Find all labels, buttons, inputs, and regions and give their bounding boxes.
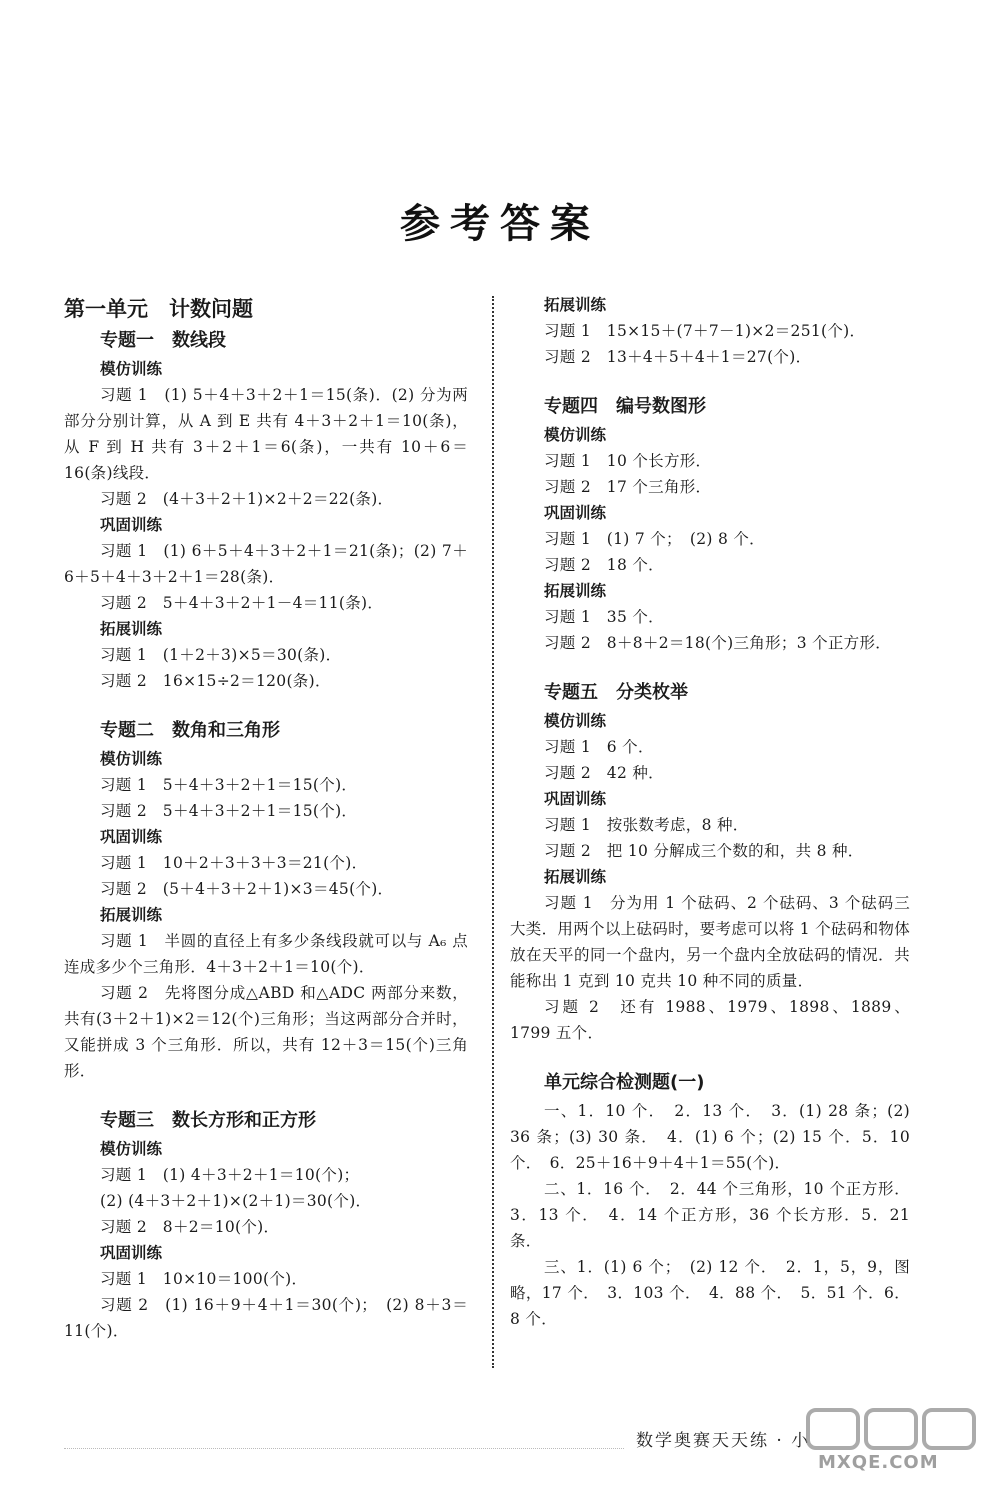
answer-paragraph: 习题 1 按张数考虑，8 种． <box>544 816 749 834</box>
topic-heading: 专题四 编号数图形 <box>544 396 706 417</box>
answer-paragraph: (2) (4＋3＋2＋1)×(2＋1)＝30(个)． <box>100 1192 372 1210</box>
answer-paragraph: 三、1．(1) 6 个； (2) 12 个． 2．1，5，9，图略，17 个． 3．103 个． 4．88 个． 5．51 个．6．8 个． <box>510 1258 910 1328</box>
right-column <box>510 292 910 1332</box>
answer-paragraph: 习题 1 (1＋2＋3)×5＝30(条)． <box>100 646 342 664</box>
section-label: 模仿训练 <box>544 426 607 444</box>
topic-heading: 专题一 数线段 <box>100 330 226 351</box>
answer-paragraph: 习题 1 5＋4＋3＋2＋1＝15(个)． <box>100 776 358 794</box>
answer-paragraph: 习题 2 5＋4＋3＋2＋1＝15(个)． <box>100 802 358 820</box>
answer-paragraph: 习题 2 16×15÷2＝120(条)． <box>100 672 331 690</box>
answer-paragraph: 习题 2 5＋4＋3＋2＋1－4＝11(条)． <box>100 594 384 612</box>
answer-paragraph: 习题 1 10 个长方形． <box>544 452 712 470</box>
section-label: 模仿训练 <box>100 1140 163 1158</box>
answer-paragraph: 习题 2 (5＋4＋3＋2＋1)×3＝45(个)． <box>100 880 394 898</box>
answer-paragraph: 习题 2 8＋2＝10(个)． <box>100 1218 280 1236</box>
unit-heading: 第一单元 计数问题 <box>64 297 253 321</box>
section-label: 巩固训练 <box>100 516 163 534</box>
section-label: 模仿训练 <box>100 750 163 768</box>
answer-paragraph: 习题 1 10＋2＋3＋3＋3＝21(个)． <box>100 854 368 872</box>
section-label: 拓展训练 <box>544 582 607 600</box>
section-label: 巩固训练 <box>100 828 163 846</box>
answer-paragraph: 习题 1 (1) 7 个； (2) 8 个． <box>544 530 765 548</box>
footer-book-title: 数学奥赛天天练 · 小 <box>636 1431 811 1451</box>
answer-paragraph: 一、1．10 个． 2．13 个． 3．(1) 28 条；(2) 36 条；(3) 30 条． 4．(1) 6 个；(2) 15 个．5．10 个． 6．25＋16＋9＋4＋1＝55(个)． <box>510 1102 910 1172</box>
left-column <box>64 292 468 1344</box>
answer-paragraph: 习题 1 (1) 6＋5＋4＋3＋2＋1＝21(条)；(2) 7＋6＋5＋4＋3＋2＋1＝28(条)． <box>64 542 468 586</box>
answer-paragraph: 习题 1 15×15＋(7＋7－1)×2＝251(个)． <box>544 322 866 340</box>
answer-paragraph: 习题 1 分为用 1 个砝码、2 个砝码、3 个砝码三大类．用两个以上砝码时，要考虑可以将 1 个砝码和物体放在天平的同一个盘内，另一个盘内全放砝码的情况．共能称出 1 克到 10 克共 10 种不同的质量． <box>510 894 910 990</box>
section-label: 巩固训练 <box>544 790 607 808</box>
answer-paragraph: 习题 2 18 个． <box>544 556 664 574</box>
answer-paragraph: 习题 1 35 个． <box>544 608 664 626</box>
answer-paragraph: 习题 1 10×10＝100(个)． <box>100 1270 308 1288</box>
section-label: 巩固训练 <box>100 1244 163 1262</box>
answer-paragraph: 习题 2 8＋8＋2＝18(个)三角形；3 个正方形． <box>544 634 892 652</box>
section-label: 拓展训练 <box>100 620 163 638</box>
section-label: 模仿训练 <box>544 712 607 730</box>
section-label: 拓展训练 <box>544 868 607 886</box>
footer-rule <box>64 1448 624 1449</box>
answer-paragraph: 习题 2 先将图分成△ABD 和△ADC 两部分来数，共有(3＋2＋1)×2＝12(个)三角形；当这两部分合并时，又能拼成 3 个三角形．所以，共有 12＋3＝15(个)三角形． <box>64 984 468 1080</box>
answer-paragraph: 习题 2 17 个三角形． <box>544 478 712 496</box>
section-label: 拓展训练 <box>544 296 607 314</box>
section-label: 拓展训练 <box>100 906 163 924</box>
answer-paragraph: 习题 1 (1) 4＋3＋2＋1＝10(个)； <box>100 1166 360 1184</box>
watermark-logo-icon <box>806 1406 978 1452</box>
watermark <box>800 1406 986 1476</box>
answer-paragraph: 习题 2 13＋4＋5＋4＋1＝27(个)． <box>544 348 812 366</box>
page-title: 参考答案 <box>400 201 600 247</box>
section-label: 巩固训练 <box>544 504 607 522</box>
topic-heading: 专题五 分类枚举 <box>544 682 688 703</box>
answer-paragraph: 习题 1 6 个． <box>544 738 654 756</box>
answer-paragraph: 二、1．16 个． 2．44 个三角形，10 个正方形．3．13 个． 4．14 个正方形，36 个长方形．5．21 条． <box>510 1180 910 1250</box>
watermark-url: MXQE.COM <box>818 1452 939 1473</box>
topic-heading: 专题二 数角和三角形 <box>100 720 280 741</box>
answer-paragraph: 习题 1 半圆的直径上有多少条线段就可以与 A₆ 点连成多少个三角形．4＋3＋2＋1＝10(个)． <box>64 932 468 976</box>
answer-paragraph: 习题 2 (4＋3＋2＋1)×2＋2＝22(条)． <box>100 490 394 508</box>
topic-heading: 专题三 数长方形和正方形 <box>100 1110 316 1131</box>
answer-paragraph: 习题 2 42 种． <box>544 764 664 782</box>
topic-heading: 单元综合检测题(一) <box>544 1072 705 1093</box>
column-divider <box>492 296 495 1368</box>
answer-paragraph: 习题 2 (1) 16＋9＋4＋1＝30(个)； (2) 8＋3＝11(个)． <box>64 1296 468 1340</box>
answer-paragraph: 习题 1 (1) 5＋4＋3＋2＋1＝15(条)．(2) 分为两部分分别计算，从 A 到 E 共有 4＋3＋2＋1＝10(条)，从 F 到 H 共有 3＋2＋1＝6(条)，一共有 10＋6＝16(条)线段． <box>64 386 468 482</box>
answer-paragraph: 习题 2 还有 1988、1979、1898、1889、1799 五个． <box>510 998 910 1042</box>
answer-paragraph: 习题 2 把 10 分解成三个数的和，共 8 种． <box>544 842 864 860</box>
section-label: 模仿训练 <box>100 360 163 378</box>
